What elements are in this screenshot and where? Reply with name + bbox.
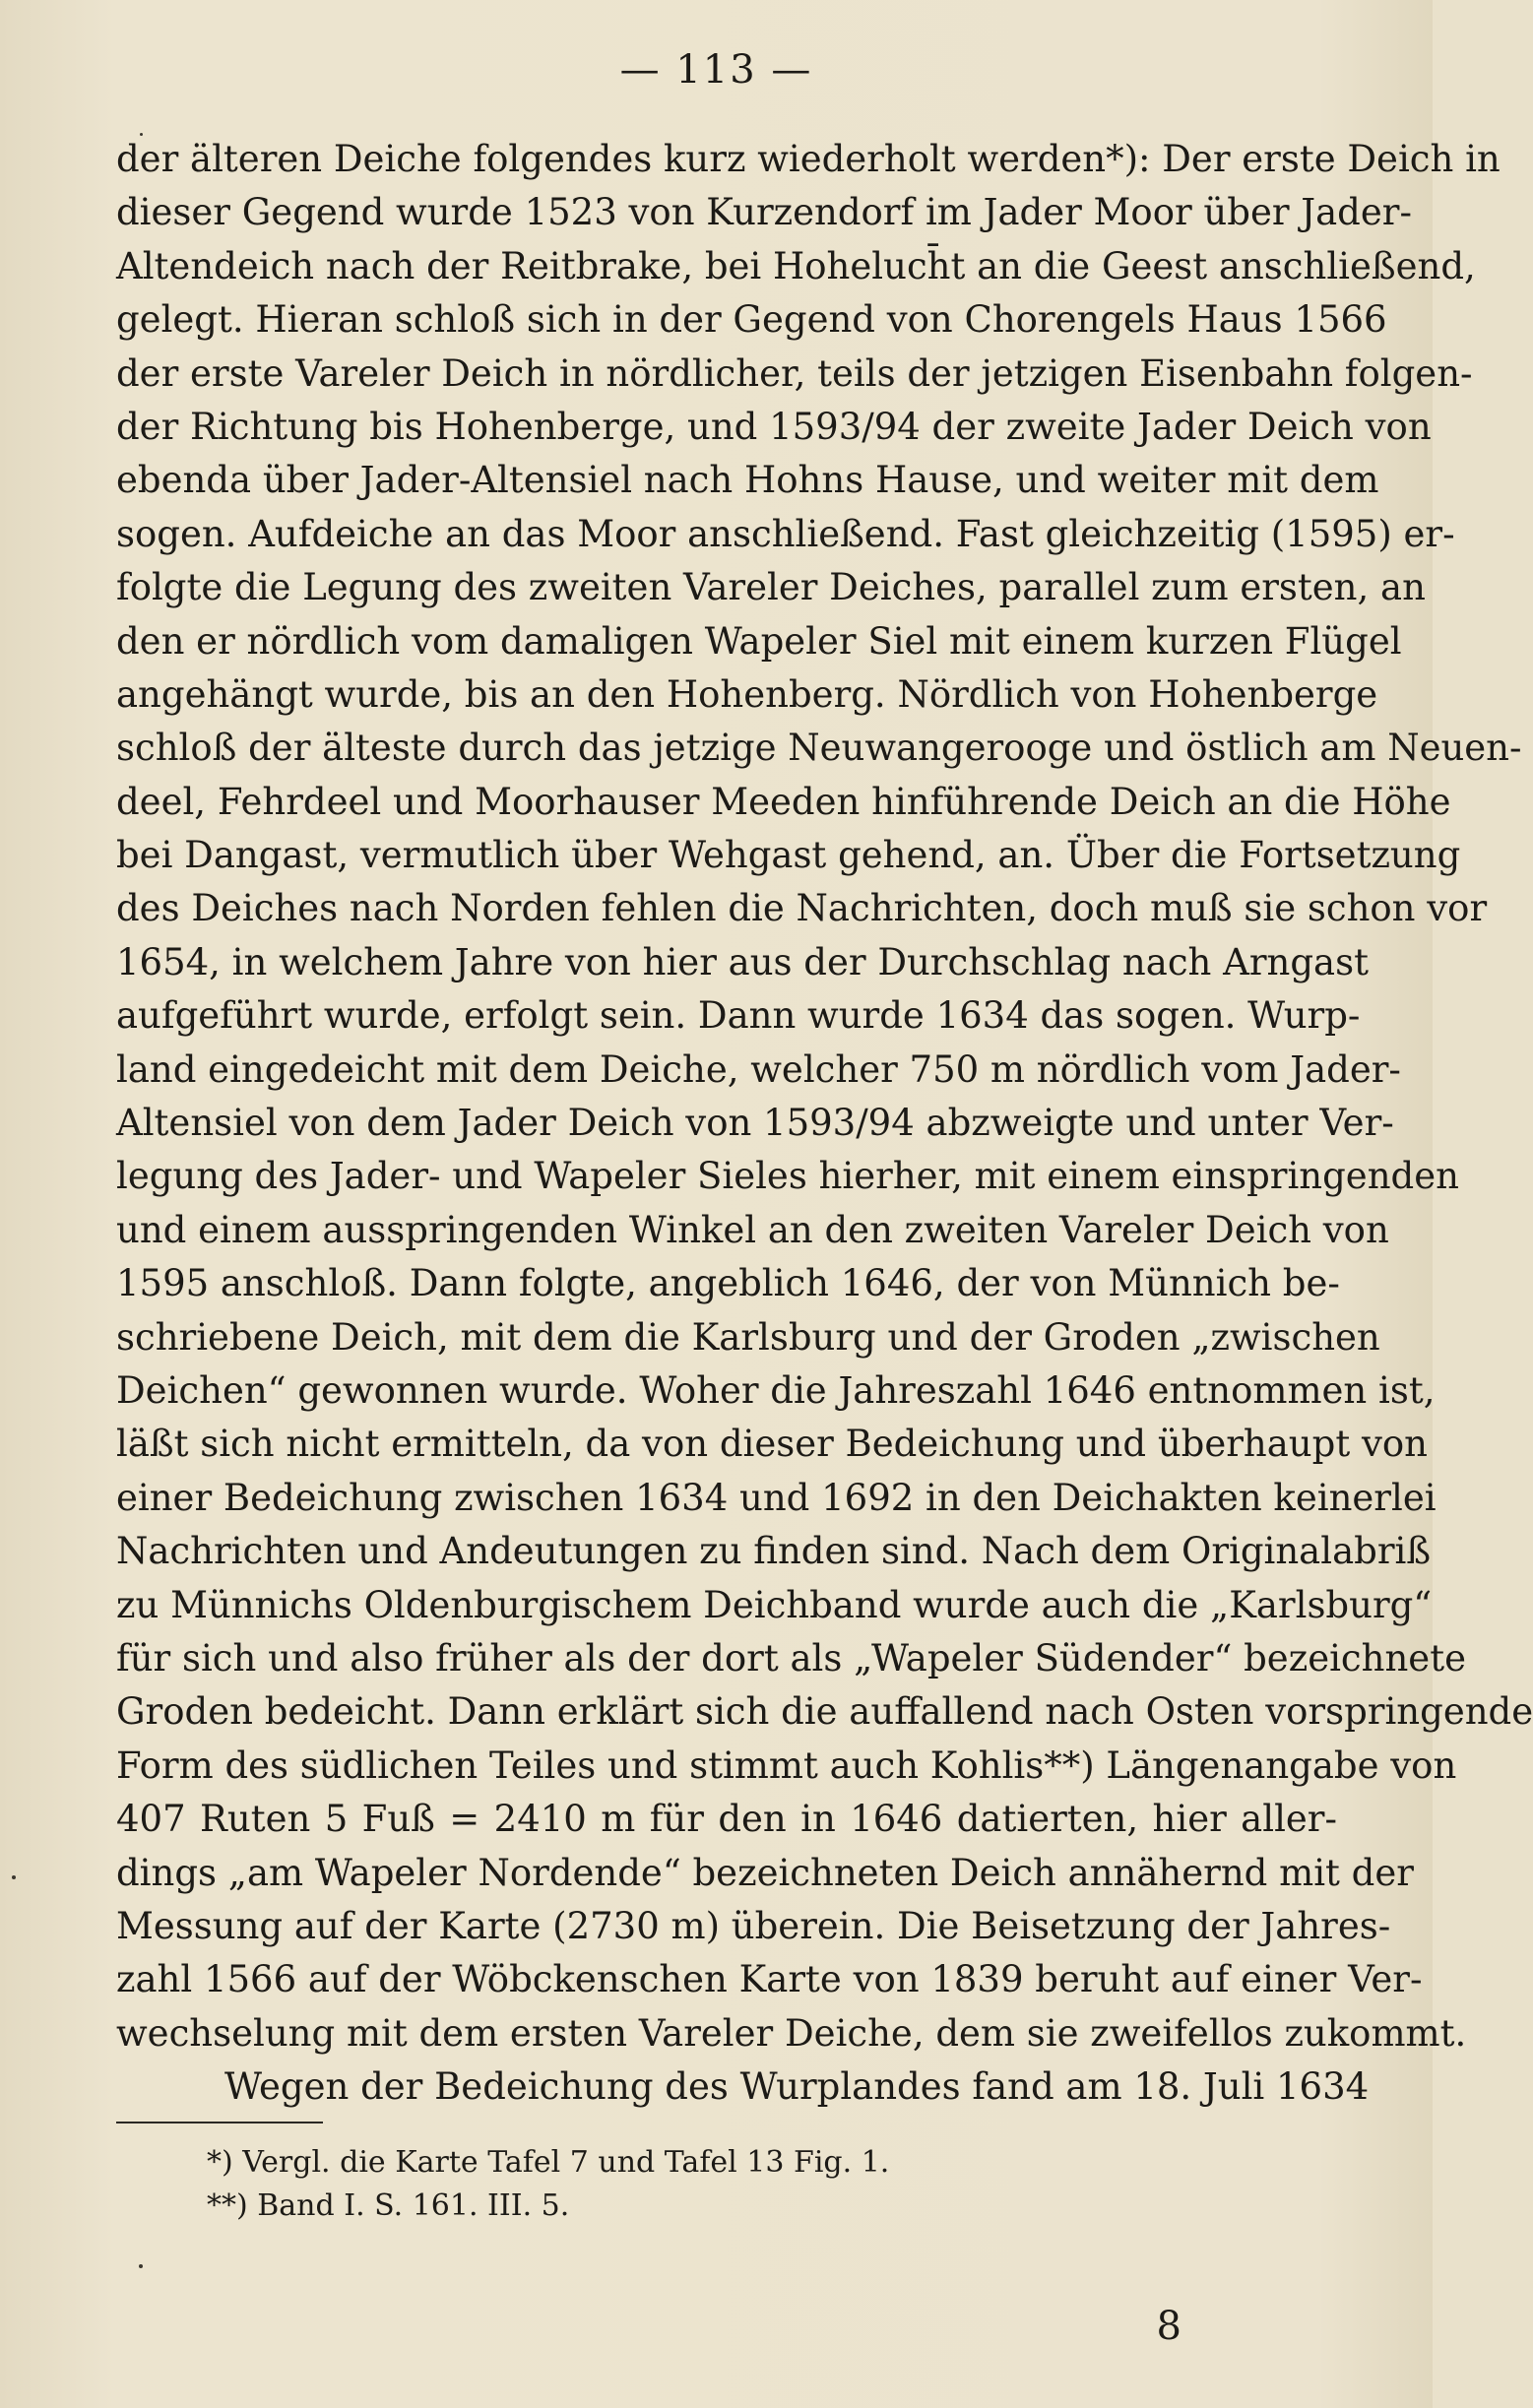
page-number-header: — 113 — [619,47,813,93]
text-line: Messung auf der Karte (2730 m) überein. Die Beisetzung der Jahres- [116,1904,1391,1947]
text-line: wechselung mit dem ersten Vareler Deiche, dem sie zweifellos zukommt. [116,2011,1467,2055]
text-line: sogen. Aufdeiche an das Moor anschließend. Fast gleichzeitig (1595) er- [116,512,1455,555]
footnotes [207,2141,1093,2228]
text-line: angehängt wurde, bis an den Hohenberg. Nördlich von Hohenberge [116,672,1378,716]
text-line: Deichen“ gewonnen wurde. Woher die Jahreszahl 1646 entnommen ist, [116,1368,1436,1412]
text-line: folgte die Legung des zweiten Vareler Deiches, parallel zum ersten, an [116,566,1426,609]
main-text-block [116,133,1533,2114]
text-line: bei Dangast, vermutlich über Wehgast gehend, an. Über die Fortsetzung [116,834,1461,877]
text-line: und einem ausspringenden Winkel an den zweiten Vareler Deich von [116,1208,1389,1251]
text-line: Form des südlichen Teiles und stimmt auch Kohlis**) Längenangabe von [116,1743,1457,1787]
text-line: Nachrichten und Andeutungen zu finden sind. Nach dem Originalabriß [116,1530,1432,1573]
text-line-paragraph-start: Wegen der Bedeichung des Wurplandes fand am 18. Juli 1634 [224,2065,1370,2109]
printer-signature-mark: 8 [1156,2304,1182,2349]
dust-speck [140,133,143,136]
dust-speck [12,1875,16,1879]
dust-speck [139,2264,143,2268]
text-line: einer Bedeichung zwischen 1634 und 1692 in den Deichakten keinerlei [116,1476,1437,1519]
text-line: ebenda über Jader-Altensiel nach Hohns Hause, und weiter mit dem [116,459,1379,502]
text-line: schriebene Deich, mit dem die Karlsburg und der Groden „zwischen [116,1315,1380,1359]
text-line: läßt sich nicht ermitteln, da von dieser Bedeichung und überhaupt von [116,1423,1428,1466]
footnote-1: *) Vergl. die Karte Tafel 7 und Tafel 13 Fig. 1. [207,2145,890,2180]
text-line: zu Münnichs Oldenburgischem Deichband wurde auch die „Karlsburg“ [116,1583,1433,1626]
text-line: land eingedeicht mit dem Deiche, welcher 750 m nördlich vom Jader- [116,1047,1401,1091]
text-line: Altensiel von dem Jader Deich von 1593/94 abzweigte und unter Ver- [116,1102,1394,1145]
footnote-divider [116,2122,323,2123]
text-line: Groden bedeicht. Dann erklärt sich die auffallend nach Osten vorspringende [116,1690,1533,1734]
text-line: für sich und also früher als der dort als „Wapeler Südender“ bezeichnete [116,1636,1466,1679]
text-line: aufgeführt wurde, erfolgt sein. Dann wurde 1634 das sogen. Wurp- [116,994,1361,1038]
text-line: gelegt. Hieran schloß sich in der Gegend von Chorengels Haus 1566 [116,298,1387,342]
text-line: der älteren Deiche folgendes kurz wiederholt werden*): Der erste Deich in [116,138,1501,180]
text-line: den er nördlich vom damaligen Wapeler Siel mit einem kurzen Flügel [116,619,1402,663]
text-line: legung des Jader- und Wapeler Sieles hierher, mit einem einspringenden [116,1155,1459,1198]
footnote-2: **) Band I. S. 161. III. 5. [207,2188,570,2223]
text-line: des Deiches nach Norden fehlen die Nachrichten, doch muß sie schon vor [116,887,1488,930]
text-line: zahl 1566 auf der Wöbckenschen Karte von 1839 beruht auf einer Ver- [116,1958,1423,2001]
text-line: der erste Vareler Deich in nördlicher, teils der jetzigen Eisenbahn folgen- [116,351,1473,395]
text-line: 407 Ruten 5 Fuß = 2410 m für den in 1646 datierten, hier aller- [116,1798,1337,1841]
text-line: Altendeich nach der Reitbrake, bei Hoheluch̄t an die Geest anschließend, [116,244,1476,287]
text-line: dings „am Wapeler Nordende“ bezeichneten Deich annähernd mit der [116,1851,1414,1894]
text-line: 1595 anschloß. Dann folgte, angeblich 1646, der von Münnich be- [116,1262,1340,1305]
text-line: dieser Gegend wurde 1523 von Kurzendorf im Jader Moor über Jader- [116,191,1412,234]
text-line: deel, Fehrdeel und Moorhauser Meeden hinführende Deich an die Höhe [116,780,1451,823]
text-line: 1654, in welchem Jahre von hier aus der Durchschlag nach Arngast [116,940,1369,983]
text-line: schloß der älteste durch das jetzige Neuwangerooge und östlich am Neuen- [116,727,1522,770]
text-line: der Richtung bis Hohenberge, und 1593/94 der zweite Jader Deich von [116,405,1432,448]
